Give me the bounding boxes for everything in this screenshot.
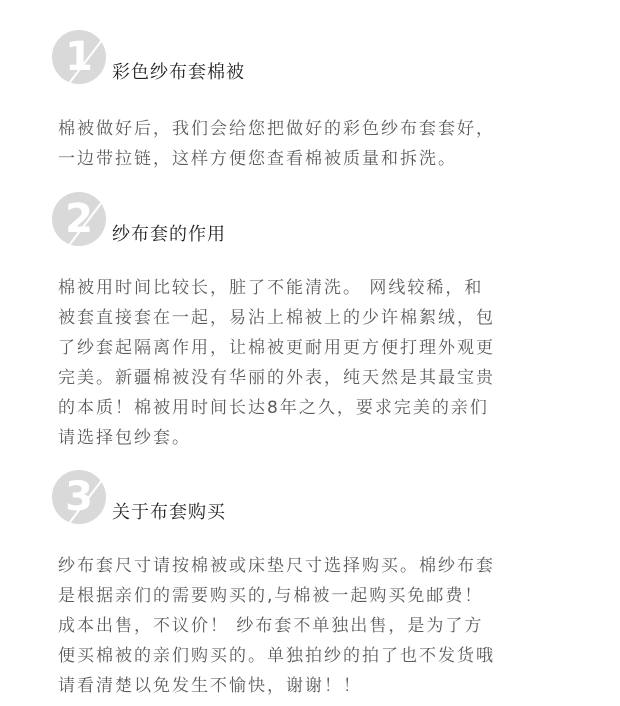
- section-paragraph: 棉被做好后，我们会给您把做好的彩色纱布套套好， 一边带拉链，这样方便您查看棉被质量和拆洗。: [58, 119, 495, 169]
- number-badge-2: [52, 192, 106, 246]
- section-paragraph: 棉被用时间比较长，脏了不能清洗。 网线较稀，和 被套直接套在一起，易沾上棉被上的少许棉絮绒，包 了纱套起隔离作用，让棉被更耐用更方便打理外观更 完美。新疆棉被没有华丽的外表，纯天然是其最宝贵 的本质！棉被用时间长达8年之久，要求完美的亲们 请选择包纱套。: [58, 278, 495, 448]
- number-badge-1: [52, 30, 106, 84]
- badge-number: 3: [65, 474, 93, 520]
- badge-number: 2: [65, 196, 93, 242]
- section-heading: 关于布套购买: [112, 502, 226, 523]
- section-heading: 纱布套的作用: [112, 224, 226, 245]
- badge-number: 1: [65, 34, 93, 80]
- section-paragraph: 纱布套尺寸请按棉被或床垫尺寸选择购买。棉纱布套 是根据亲们的需要购买的,与棉被一起购买免邮费！ 成本出售，不议价！ 纱布套不单独出售，是为了方 便买棉被的亲们购买的。单独拍纱的拍了也不发货哦 请看清楚以免发生不愉快，谢谢！！: [58, 556, 495, 696]
- section-heading: 彩色纱布套棉被: [112, 62, 245, 83]
- number-badge-3: [52, 470, 106, 524]
